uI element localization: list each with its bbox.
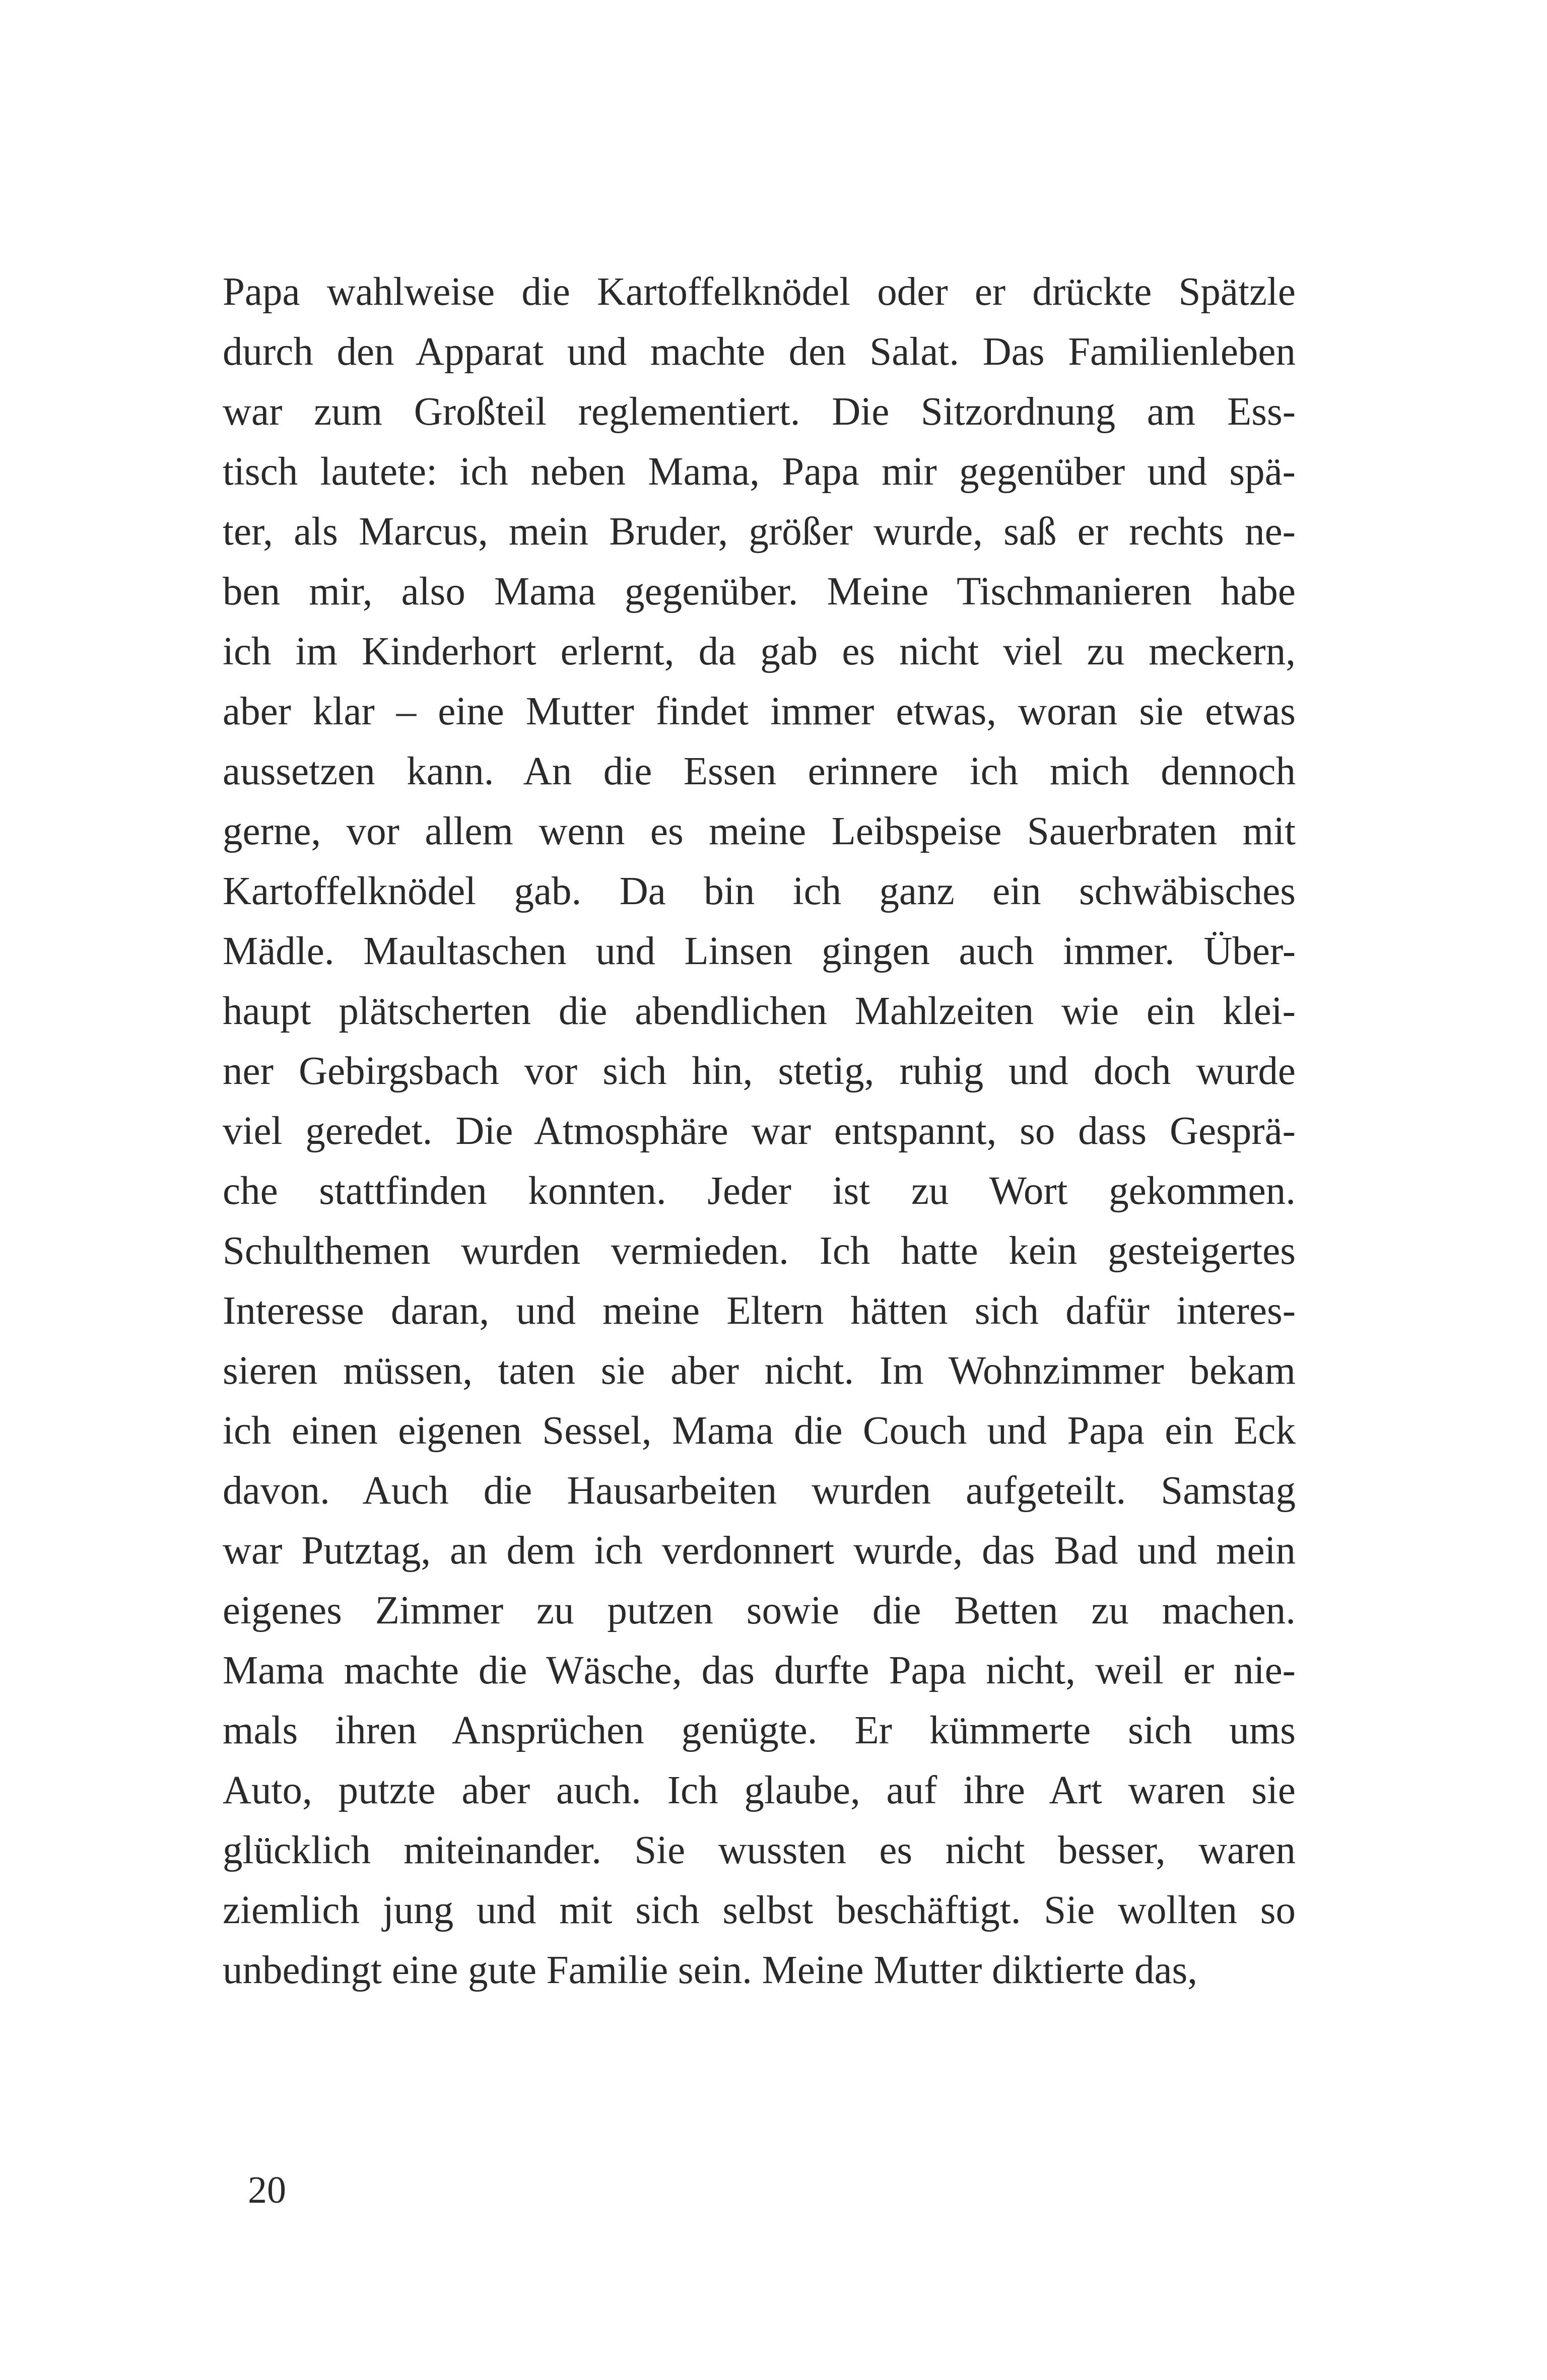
text-line: aussetzen kann. An die Essen erinnere ich mich dennoch <box>223 750 1296 793</box>
text-line: ben mir, also Mama gegenüber. Meine Tischmanieren habe <box>223 570 1296 614</box>
text-line: war zum Großteil reglementiert. Die Sitzordnung am Ess- <box>223 390 1296 434</box>
text-line: tisch lautete: ich neben Mama, Papa mir gegenüber und spä- <box>223 450 1296 494</box>
text-line: unbedingt eine gute Familie sein. Meine Mutter diktierte das, <box>223 1948 1198 1992</box>
text-line: ziemlich jung und mit sich selbst beschäftigt. Sie wollten so <box>223 1888 1296 1932</box>
text-line: davon. Auch die Hausarbeiten wurden aufgeteilt. Samstag <box>223 1469 1296 1513</box>
text-line: haupt plätscherten die abendlichen Mahlzeiten wie ein klei- <box>223 989 1296 1033</box>
text-line: che stattfinden konnten. Jeder ist zu Wort gekommen. <box>223 1169 1296 1213</box>
text-line: Papa wahlweise die Kartoffelknödel oder er drückte Spätzle <box>223 270 1296 314</box>
text-line: mals ihren Ansprüchen genügte. Er kümmerte sich ums <box>223 1709 1296 1752</box>
text-line: gerne, vor allem wenn es meine Leibspeise Sauerbraten mit <box>223 809 1296 853</box>
text-line: durch den Apparat und machte den Salat. Das Familienleben <box>223 330 1296 374</box>
text-line: ter, als Marcus, mein Bruder, größer wurde, saß er rechts ne- <box>223 510 1296 554</box>
text-line: Interesse daran, und meine Eltern hätten sich dafür interes- <box>223 1289 1296 1333</box>
body-text <box>223 262 1296 2000</box>
text-line: Schulthemen wurden vermieden. Ich hatte kein gesteigertes <box>223 1229 1296 1273</box>
text-line: ner Gebirgsbach vor sich hin, stetig, ruhig und doch wurde <box>223 1049 1296 1093</box>
text-line: glücklich miteinander. Sie wussten es nicht besser, waren <box>223 1828 1296 1872</box>
text-line: ich im Kinderhort erlernt, da gab es nicht viel zu meckern, <box>223 630 1296 673</box>
text-line: Auto, putzte aber auch. Ich glaube, auf ihre Art waren sie <box>223 1769 1296 1812</box>
text-line: war Putztag, an dem ich verdonnert wurde, das Bad und mein <box>223 1529 1296 1573</box>
text-line: viel geredet. Die Atmosphäre war entspannt, so dass Gesprä- <box>223 1109 1296 1153</box>
page-number: 20 <box>248 2169 286 2211</box>
text-line: Mädle. Maultaschen und Linsen gingen auch immer. Über- <box>223 929 1296 973</box>
text-line: Mama machte die Wäsche, das durfte Papa nicht, weil er nie- <box>223 1649 1296 1692</box>
text-line: sieren müssen, taten sie aber nicht. Im Wohnzimmer bekam <box>223 1349 1296 1393</box>
text-line: Kartoffelknödel gab. Da bin ich ganz ein schwäbisches <box>223 869 1296 913</box>
text-line: aber klar – eine Mutter findet immer etwas, woran sie etwas <box>223 690 1296 733</box>
text-line: ich einen eigenen Sessel, Mama die Couch und Papa ein Eck <box>223 1409 1296 1453</box>
text-line: eigenes Zimmer zu putzen sowie die Betten zu machen. <box>223 1589 1296 1633</box>
